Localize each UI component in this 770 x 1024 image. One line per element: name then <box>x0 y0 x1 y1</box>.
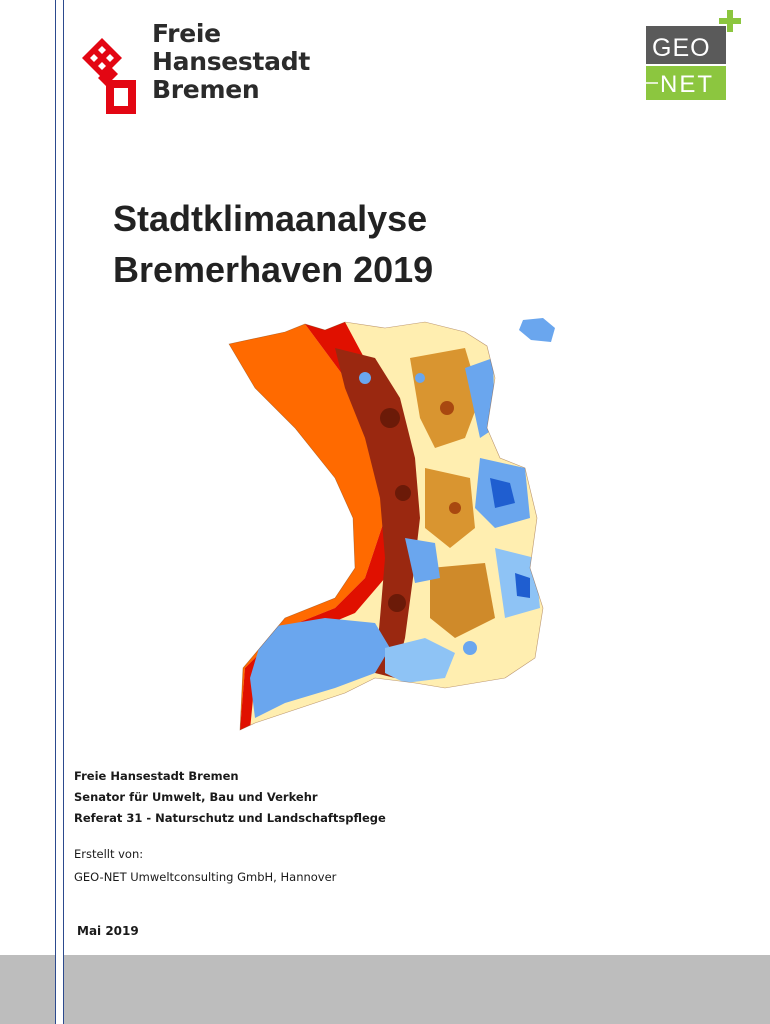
publisher-line-2: Senator für Umwelt, Bau und Verkehr <box>74 790 318 804</box>
page-title <box>113 193 433 295</box>
publisher-line-3: Referat 31 - Naturschutz und Landschaftspflege <box>74 811 386 825</box>
publication-date: Mai 2019 <box>77 924 139 938</box>
margin-rule <box>55 0 64 1024</box>
publisher-block <box>74 766 386 889</box>
author-label: Erstellt von: <box>74 847 144 861</box>
bremen-logo <box>80 14 330 109</box>
map-lake <box>250 618 390 718</box>
map-hotspot <box>380 408 400 428</box>
bremen-wordmark-line: Freie <box>152 19 221 48</box>
map-cool-spot <box>415 373 425 383</box>
footer-band <box>0 955 770 1024</box>
publisher-line-1: Freie Hansestadt Bremen <box>74 769 239 783</box>
map-hotspot <box>440 401 454 415</box>
geonet-logo-graphic <box>640 6 755 106</box>
geonet-logo-bottom-text: NET <box>660 71 714 98</box>
map-cool-spot <box>359 372 371 384</box>
geonet-logo <box>640 6 755 106</box>
map-hotspot <box>388 594 406 612</box>
title-line-2: Bremerhaven 2019 <box>113 249 434 290</box>
bremen-key-emblem-icon <box>80 36 140 118</box>
bremen-wordmark <box>152 20 310 104</box>
map-hotspot <box>449 502 461 514</box>
title-line-1: Stadtklimaanalyse <box>113 198 428 239</box>
urban-climate-map <box>225 318 560 733</box>
map-patch <box>519 318 555 342</box>
map-hotspot <box>395 485 411 501</box>
bremen-wordmark-line: Hansestadt <box>152 47 310 76</box>
bremen-wordmark-line: Bremen <box>152 75 260 104</box>
geonet-logo-top-text: GEO <box>652 34 711 62</box>
author-name: GEO-NET Umweltconsulting GmbH, Hannover <box>74 870 337 884</box>
map-cool-spot <box>463 641 477 655</box>
